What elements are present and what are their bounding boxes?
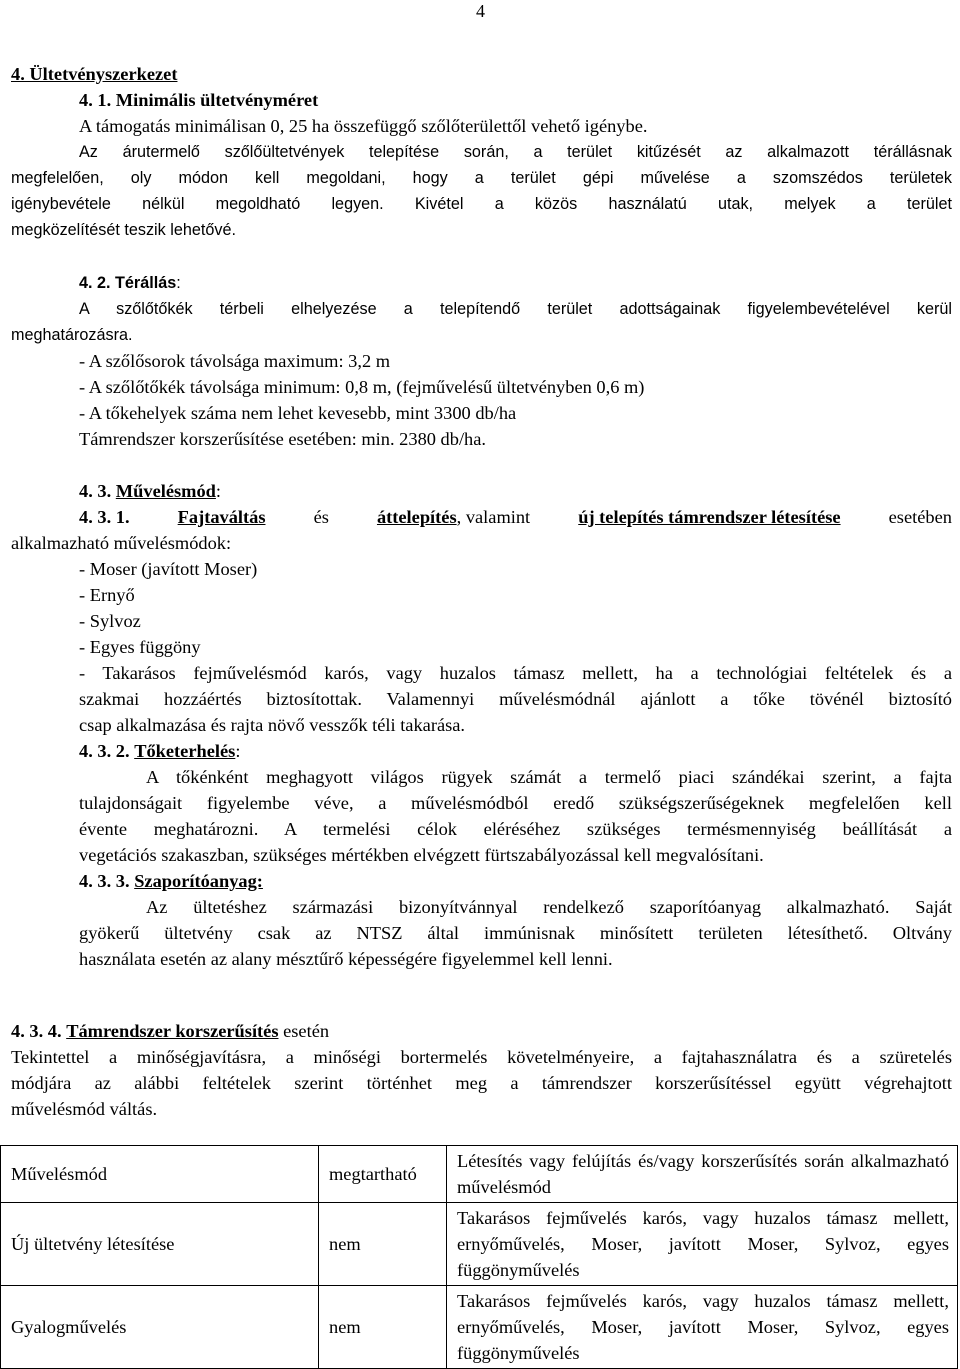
text-fragment: és <box>313 507 329 527</box>
paragraph-line: évente meghatározni. A termelési célok eléréséhez szükséges termésmennyiség beállítását a <box>79 819 952 839</box>
paragraph-line: tulajdonságait figyelembe véve, a művelésmódból eredő szükségszerűségeknek megfelelően kell <box>79 793 952 813</box>
paragraph-line: használata esetén az alany mésztűrő képességére figyelemmel kell lenni. <box>79 949 613 969</box>
section-number: 4. 3. 3. <box>79 871 130 891</box>
paragraph-line: vegetációs szakaszban, szükséges mértékben elvégzett fürtszabályozással kell megvalósítani. <box>79 845 764 865</box>
table-cell: Takarásos fejművelés karós, vagy huzalos támasz mellett, ernyőművelés, Moser, javított Moser, Sylvoz, egyes függönyművelés <box>447 1286 958 1369</box>
table-cell: nem <box>319 1203 447 1286</box>
paragraph-line: szakmai hozzáértés biztosítottak. Valamennyi művelésmódnál ajánlott a tőke tövénél biztosító <box>79 689 952 709</box>
paragraph-line: módjára az alábbi feltételek szerint történhet meg a támrendszer korszerűsítéssel együtt végrehajtott <box>11 1073 952 1093</box>
section-heading: 4. Ültetvényszerkezet <box>11 64 178 84</box>
keyword-uj-telepites: új telepítés támrendszer létesítése <box>578 507 841 527</box>
list-item: Támrendszer korszerűsítése esetében: min. 2380 db/ha. <box>79 429 487 449</box>
paragraph-line: A tőkénként meghagyott világos rügyek számát a termelő piaci szándékai szerint, a fajta <box>146 767 952 787</box>
list-item: - Moser (javított Moser) <box>79 559 258 579</box>
keyword-fajtavaltas: Fajtaváltás <box>177 507 266 527</box>
text-fragment: , valamint <box>456 507 531 527</box>
paragraph-line: Az árutermelő szőlőültetvények telepítése során, a terület kitűzését az alkalmazott térállásnak <box>79 143 952 161</box>
paragraph-line: Tekintettel a minőségjavításra, a minőségi bortermelés követelményeire, a fajtahasználatra és a szüretelés <box>11 1047 952 1067</box>
paragraph-line: Az ültetéshez származási bizonyítvánnyal rendelkező szaporítóanyag alkalmazható. Saját <box>146 897 952 917</box>
paragraph-line: megfelelően, oly módon kell megoldani, hogy a terület gépi művelése a szomszédos területek <box>11 169 952 187</box>
table-row <box>1 1203 958 1286</box>
table-cell: Új ültetvény létesítése <box>1 1203 319 1286</box>
section-number: 4. 3. 2. <box>79 741 130 761</box>
list-item: - Egyes függöny <box>79 637 201 657</box>
list-item: - A tőkehelyek száma nem lehet kevesebb, mint 3300 db/ha <box>79 403 517 423</box>
page-number: 4 <box>476 1 485 21</box>
table-cell: Létesítés vagy felújítás és/vagy korszerűsítés során alkalmazható művelésmód <box>447 1146 958 1203</box>
section-title: Támrendszer korszerűsítés <box>66 1021 279 1041</box>
list-item: - Ernyő <box>79 585 135 605</box>
section-title: Szaporítóanyag: <box>134 871 263 891</box>
table-cell: nem <box>319 1286 447 1369</box>
section-number: 4. 3. <box>79 481 112 501</box>
subsection-heading: 4. 3. Művelésmód: <box>79 481 222 501</box>
paragraph-line: meghatározásra. <box>11 326 133 344</box>
paragraph-line: A támogatás minimálisan 0, 25 ha összefüggő szőlőterülettől vehető igénybe. <box>79 116 648 136</box>
list-item: - Sylvoz <box>79 611 141 631</box>
table-cell: Takarásos fejművelés karós, vagy huzalos támasz mellett, ernyőművelés, Moser, javított Moser, Sylvoz, egyes függönyművelés <box>447 1203 958 1286</box>
paragraph-line: gyökerű ültetvény csak az NTSZ által immúnisnak minősített területen létesíthető. Oltvány <box>79 923 952 943</box>
subsection-heading: 4. 1. Minimális ültetvényméret <box>79 90 319 110</box>
paragraph-line: igénybevétele nélkül megoldható legyen. Kivétel a közös használatú utak, melyek a terület <box>11 195 952 213</box>
text-fragment: esetében <box>888 507 952 527</box>
paragraph-line: alkalmazható művelésmódok: <box>11 533 232 553</box>
section-number: 4. 3. 4. <box>11 1021 62 1041</box>
list-item: - A szőlősorok távolsága maximum: 3,2 m <box>79 351 391 371</box>
table-cell: megtartható <box>319 1146 447 1203</box>
table-row <box>1 1286 958 1369</box>
subsection-heading: 4. 3. 2. Tőketerhelés: <box>79 741 241 761</box>
paragraph-line: - Takarásos fejművelésmód karós, vagy huzalos támasz mellett, ha a technológiai feltételek és a <box>79 663 952 683</box>
paragraph-line <box>79 504 952 530</box>
section-title: Művelésmód <box>115 481 216 501</box>
table-cell: Művelésmód <box>1 1146 319 1203</box>
table-cell: Gyalogművelés <box>1 1286 319 1369</box>
section-number: 4. 3. 1. <box>79 507 130 527</box>
section-title: Tőketerhelés <box>134 741 236 761</box>
paragraph-line: megközelítését teszik lehetővé. <box>11 221 236 239</box>
section-title: Térállás <box>115 274 177 292</box>
cultivation-table <box>0 1145 958 1369</box>
list-item: - A szőlőtőkék távolsága minimum: 0,8 m, (fejművelésű ültetvényben 0,6 m) <box>79 377 645 397</box>
section-suffix: esetén <box>283 1021 330 1041</box>
subsection-heading <box>11 1018 329 1044</box>
table-row <box>1 1146 958 1203</box>
section-number: 4. 2. <box>79 274 111 292</box>
subsection-heading: 4. 2. Térállás: <box>79 274 181 292</box>
keyword-attelepites: áttelepítés <box>376 507 457 527</box>
paragraph-line: A szőlőtőkék térbeli elhelyezése a telepítendő terület adottságainak figyelembevételével kerül <box>79 300 952 318</box>
paragraph-line: művelésmód váltás. <box>11 1099 158 1119</box>
paragraph-line: csap alkalmazása és rajta növő vesszők téli takarása. <box>79 715 466 735</box>
subsection-heading <box>79 868 263 894</box>
